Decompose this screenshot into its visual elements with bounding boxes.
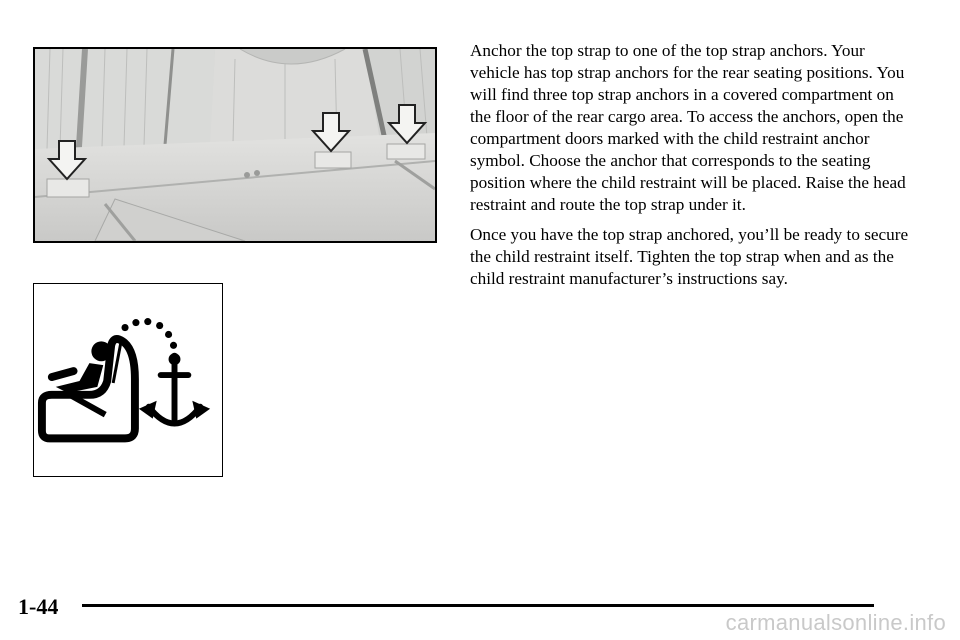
paragraph-anchor-instructions: Anchor the top strap to one of the top strap anchors. Your vehicle has top strap anchors for the rear seating positions. You will find three top strap anchors in a covered compartment on the floor of the rear cargo area. To access the anchors, open the compartment doors marked with the child restraint anchor symbol. Choose the anchor that corresponds to the seating position where the child restraint will be placed. Raise the head restraint and route the top strap under it. <box>470 41 906 214</box>
watermark: carmanualsonline.info <box>725 610 946 635</box>
child-restraint-anchor-symbol <box>33 283 223 477</box>
cargo-area-photo <box>33 47 437 243</box>
footer-rule <box>82 604 874 607</box>
page-number: 1-44 <box>18 594 59 619</box>
paragraph-tighten-strap: Once you have the top strap anchored, you’ll be ready to secure the child restraint itself. Tighten the top strap when and as the child restraint manufacturer’s instructions say. <box>470 225 909 288</box>
body-text <box>470 40 910 298</box>
